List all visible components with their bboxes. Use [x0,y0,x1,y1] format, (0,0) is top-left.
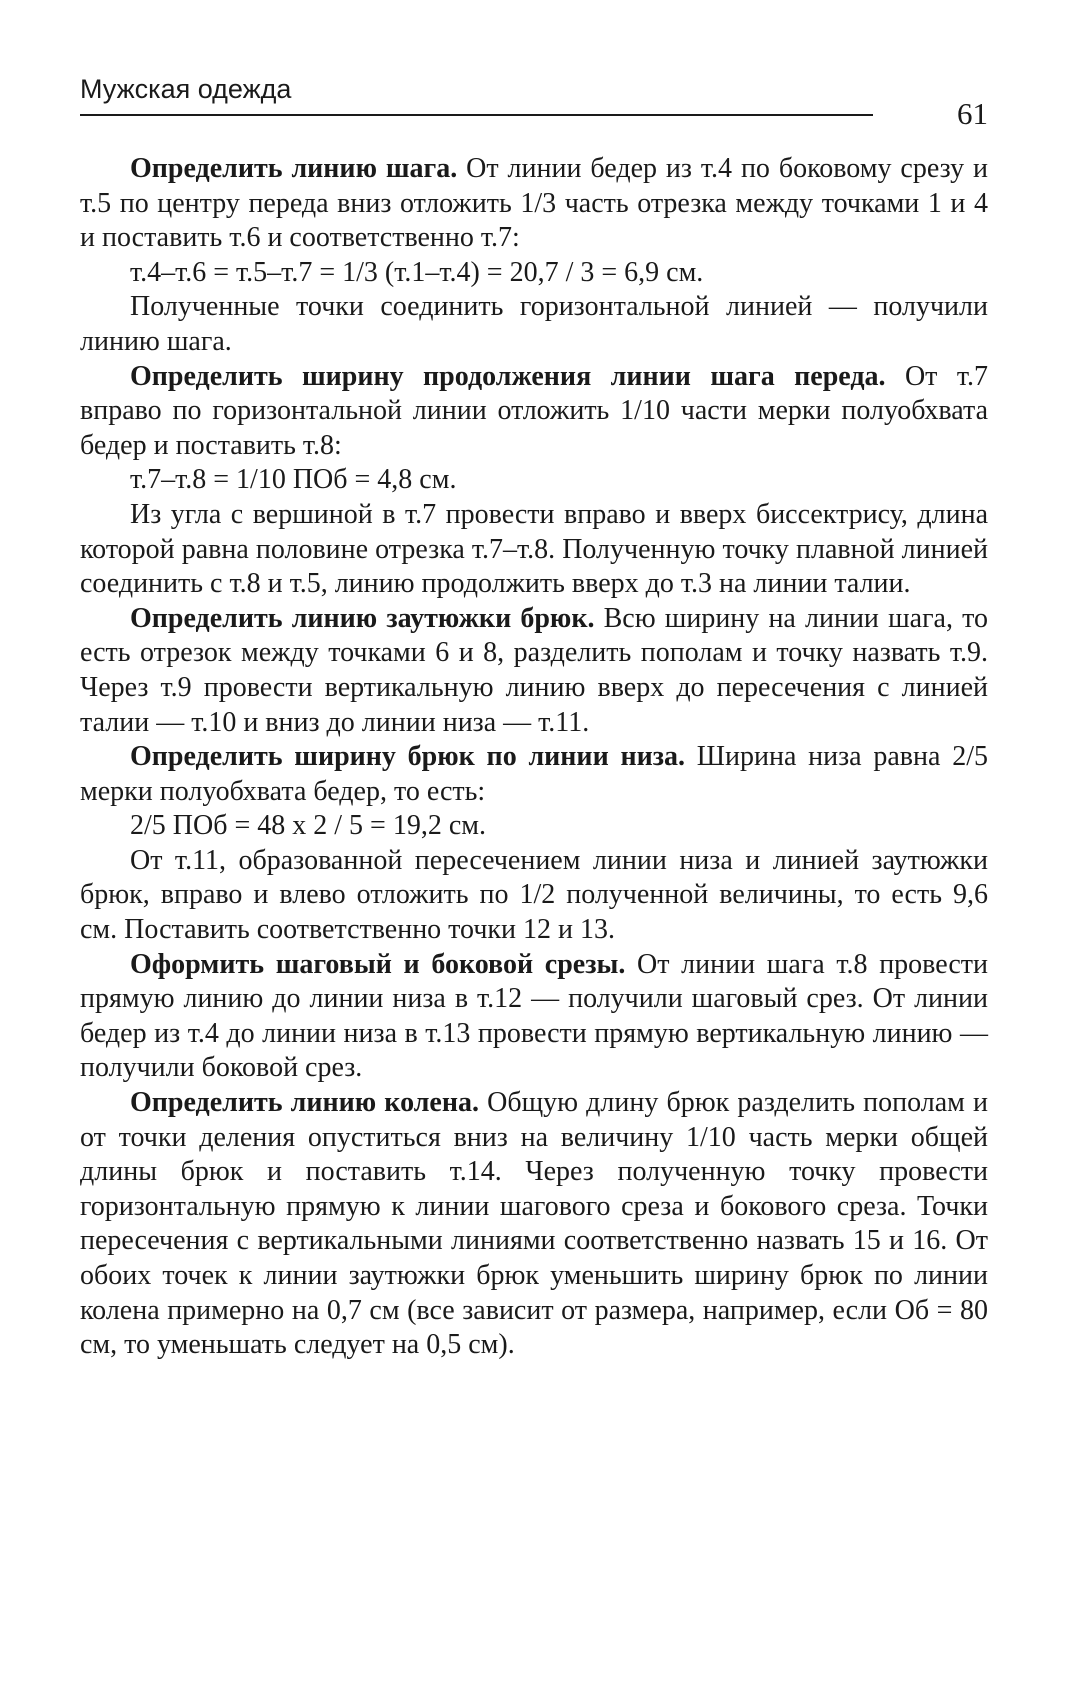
paragraph-body: Ширина низа равна 2/5 мерки полуобхвата бедер, то есть: [80,741,988,807]
paragraph-hem-points [80,844,988,948]
paragraph-connect-points [80,290,988,359]
paragraph-body: Всю ширину на линии шага, то есть отрезок между точками 6 и 8, разделить пополам и точку назвать т.9. Через т.9 провести вертикальную линию вверх до пересечения с линией талии — т.10 и вниз до линии низа — т.11. [80,602,988,738]
formula-hem-width [80,809,988,844]
paragraph-crease-line [80,602,988,740]
paragraph-body: Общую длину брюк разделить пополам и от точки деления опуститься вниз на величину 1/10 часть мерки общей длины брюк и поставить т.14. Через полученную точку провести горизонтальную прямую к линии шагового среза и бокового среза. Точки пересечения с вертикальными линиями соответственно назвать 15 и 16. От обоих точек к линии заутюжки брюк уменьшить ширину брюк по линии колена примерно на 0,7 см (все зависит от размера, например, если Об = 80 см, то уменьшать следует на 0,5 см). [80,1087,988,1361]
formula-crotch-offset [80,256,988,291]
paragraph-bisector [80,498,988,602]
paragraph-title: Определить линию колена. [130,1087,479,1119]
paragraph-body: От линии шага т.8 провести прямую линию до линии низа в т.12 — получили шаговый срез. От линии бедер из т.4 до линии низа в т.13 провести прямую вертикальную линию — получили боковой срез. [80,948,989,1084]
page-header [80,62,988,131]
formula-text: т.4–т.6 = т.5–т.7 = 1/3 (т.1–т.4) = 20,7 / 3 = 6,9 см. [130,256,704,288]
paragraph-side-seams [80,948,988,1086]
paragraph-title: Определить ширину брюк по линии низа. [130,741,685,773]
paragraph-title: Определить линию заутюжки брюк. [130,602,595,634]
paragraph-title: Оформить шаговый и боковой срезы. [130,948,626,980]
formula-front-extension [80,463,988,498]
paragraph-body: Из угла с вершиной в т.7 провести вправо и вверх биссектрису, длина которой равна половине отрезка т.7–т.8. Полученную точку плавной линией соединить с т.8 и т.5, линию продолжить вверх до т.3 на линии талии. [80,498,988,600]
paragraph-title: Определить ширину продолжения линии шага переда. [130,360,886,392]
paragraph-front-extension [80,360,988,464]
paragraph-body: От линии бедер из т.4 по боковому срезу и т.5 по центру переда вниз отложить 1/3 часть отрезка между точками 1 и 4 и поставить т.6 и соответственно т.7: [80,153,988,254]
paragraph-body: От т.7 вправо по горизонтальной линии отложить 1/10 части мерки полуобхвата бедер и поставить т.8: [80,360,988,461]
paragraph-hem-width [80,740,988,809]
formula-text: т.7–т.8 = 1/10 ПОб = 4,8 см. [130,464,457,496]
header-rule [80,114,873,116]
formula-text: 2/5 ПОб = 48 x 2 / 5 = 19,2 см. [130,810,486,842]
paragraph-body: Полученные точки соединить горизонтальной линией — получили линию шага. [80,291,988,357]
paragraph-crotch-line [80,152,988,256]
paragraph-knee-line [80,1086,988,1363]
paragraph-title: Определить линию шага. [130,153,458,184]
page-number: 61 [957,96,988,131]
paragraph-body: От т.11, образованной пересечением линии низа и линией заутюжки брюк, вправо и влево отложить по 1/2 полученной величины, то есть 9,6 см. Поставить соответственно точки 12 и 13. [80,844,988,946]
running-head: Мужская одежда [80,74,292,104]
body-text [80,152,988,1363]
